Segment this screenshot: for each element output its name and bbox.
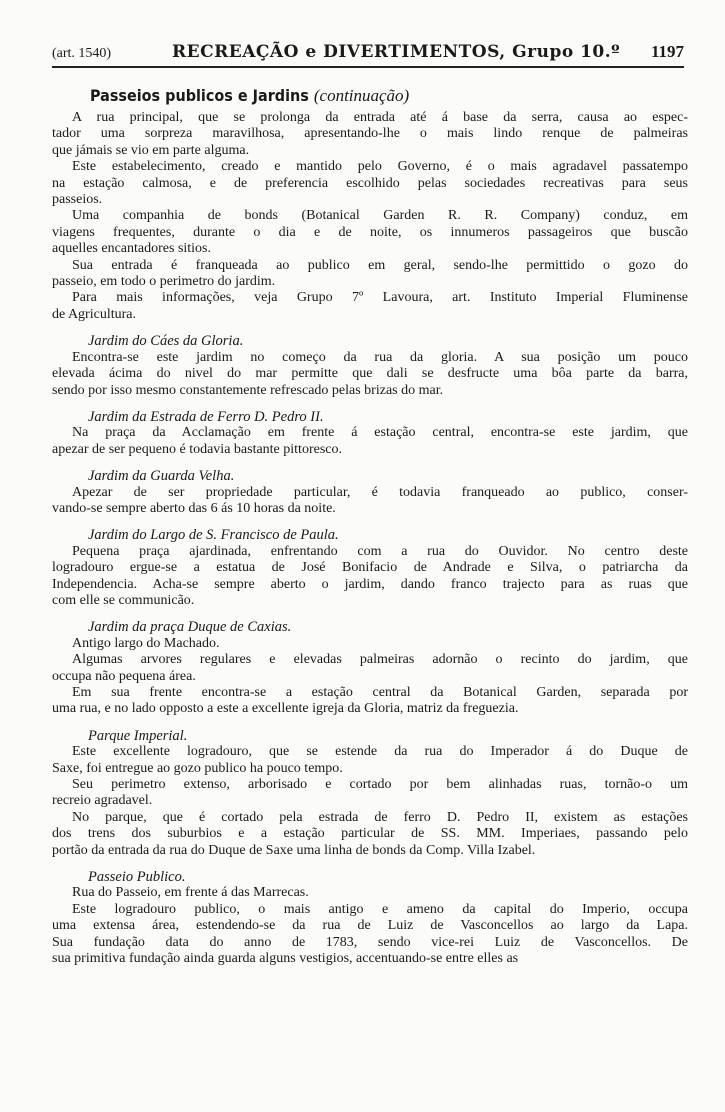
text-line: A rua principal, que se prolonga da entrada até á base da serra, causa ao espec- (72, 110, 688, 125)
entry-heading: Jardim da praça Duque de Caxias. (88, 619, 292, 636)
text-line: recreio agradavel. (52, 793, 153, 809)
text-line: tador uma sorpreza maravilhosa, apresentando-lhe o mais lindo renque de palmeiras (52, 126, 688, 142)
text-line: Encontra-se este jardim no começo da rua da gloria. A sua posição um pouco (72, 349, 688, 365)
paragraph (52, 744, 688, 777)
text-line: portão da entrada da rua do Duque de Saxe uma linha de bonds da Comp. Villa Izabel. (52, 842, 536, 858)
section-title (52, 88, 688, 108)
text-line: vando-se sempre aberto das 6 ás 10 horas da noite. (52, 500, 336, 516)
section-title-text: Passeios publicos e Jardins (90, 86, 309, 105)
paragraph (52, 544, 688, 610)
text-line: Apezar de ser propriedade particular, é todavia franqueado ao publico, conser- (72, 484, 688, 500)
entry (52, 619, 688, 717)
paragraph (52, 485, 688, 518)
entry-heading: Jardim da Guarda Velha. (88, 468, 235, 485)
text-line: uma extensa área, estendendo-se da rua de Luiz de Vasconcellos ao largo da Lapa. (52, 918, 688, 934)
entry (52, 468, 688, 517)
entry-heading: Parque Imperial. (88, 727, 188, 744)
entry-heading: Jardim da Estrada de Ferro D. Pedro II. (88, 408, 324, 425)
paragraph (52, 110, 688, 159)
text-line: Rua do Passeio, em frente á das Marrecas. (72, 885, 309, 901)
text-line: sua primitiva fundação ainda guarda alguns vestigios, accentuando-se entre elles as (52, 951, 519, 967)
text-line: Para mais informações, veja Grupo 7º Lavoura, art. Instituto Imperial Fluminense (72, 290, 688, 306)
text-line: na estação calmosa, e de preferencia escolhido pelas sociedades recreativas para seus (52, 175, 688, 191)
text-line: que jámais se vio em parte alguma. (52, 142, 250, 158)
paragraph (52, 885, 688, 901)
text-line: uma rua, e no lado opposto a este a excellente igreja da Gloria, matriz da freguezia. (52, 701, 519, 717)
text-line: Este logradouro publico, o mais antigo e ameno da capital do Imperio, occupa (72, 901, 688, 917)
text-line: Este estabelecimento, creado e mantido pelo Governo, é o mais agradavel passatempo (72, 159, 688, 175)
text-line: Este excellente logradouro, que se estende da rua do Imperador á do Duque de (72, 744, 688, 760)
entry-heading: Jardim do Cáes da Gloria. (88, 333, 244, 350)
entry-heading: Passeio Publico. (88, 869, 186, 886)
entries (52, 333, 688, 967)
text-line: com elle se communicão. (52, 592, 195, 608)
text-line: Pequena praça ajardinada, enfrentando com a rua do Ouvidor. No centro deste (72, 543, 688, 559)
paragraph (52, 652, 688, 685)
text-line: Antigo largo do Machado. (72, 635, 220, 651)
text-line: Na praça da Acclamação em frente á estação central, encontra-se este jardim, que (72, 425, 688, 441)
intro-paragraphs (52, 110, 688, 323)
text-line: Em sua frente encontra-se a estação central da Botanical Garden, separada por (72, 685, 688, 700)
paragraph (52, 636, 688, 652)
text-line: sendo por isso mesmo constantemente refrescado pelas brizas do mar. (52, 382, 444, 398)
running-title: RECREAÇÃO e DIVERTIMENTOS, Grupo 10.º (172, 42, 621, 62)
text-line: dos trens dos suburbios e a estação particular de SS. MM. Imperiaes, passando pelo (52, 826, 688, 842)
paragraph (52, 685, 688, 718)
entry (52, 333, 688, 399)
entry (52, 527, 688, 609)
page-number: 1197 (650, 42, 684, 61)
section-continuation: (continuação) (313, 86, 410, 105)
article-reference: (art. 1540) (52, 46, 112, 61)
text-line: Independencia. Acha-se sempre aberto o jardim, dando franco trajecto para as ruas que (52, 576, 688, 592)
text-line: elevada ácima do nivel do mar permitte que dali se desfructe uma bôa parte da barra, (52, 366, 688, 382)
text-line: apezar de ser pequeno é todavia bastante pittoresco. (52, 441, 342, 457)
text-line: Sua entrada é franqueada ao publico em geral, sendo-lhe permittido o gozo do (72, 257, 688, 273)
text-line: aquelles encantadores sitios. (52, 241, 212, 257)
text-line: de Agricultura. (52, 306, 136, 322)
body-text (52, 88, 688, 968)
text-line: Seu perimetro extenso, arborisado e cortado por bem alinhadas ruas, tornão-o um (72, 777, 688, 793)
text-line: occupa não pequena área. (52, 668, 196, 684)
paragraph (52, 290, 688, 323)
paragraph (52, 258, 688, 291)
text-line: Saxe, foi entregue ao gozo publico ha pouco tempo. (52, 760, 343, 776)
paragraph (52, 425, 688, 458)
entry-heading: Jardim do Largo de S. Francisco de Paula. (88, 527, 339, 544)
text-line: logradouro ergue-se a estatua de José Bonifacio de Andrade e Silva, o patriarcha da (52, 560, 688, 576)
paragraph (52, 159, 688, 208)
paragraph (52, 810, 688, 859)
paragraph (52, 902, 688, 968)
paragraph (52, 777, 688, 810)
text-line: passeios. (52, 192, 103, 208)
text-line: viagens frequentes, durante o dia e de noite, os innumeros passageiros que buscão (52, 224, 688, 240)
text-line: Uma companhia de bonds (Botanical Garden R. R. Company) conduz, em (72, 208, 688, 224)
entry (52, 869, 688, 967)
text-line: Algumas arvores regulares e elevadas palmeiras adornão o recinto do jardim, que (72, 652, 688, 668)
page-header (52, 40, 684, 68)
text-line: passeio, em todo o perimetro do jardim. (52, 274, 276, 290)
text-line: No parque, que é cortado pela estrada de ferro D. Pedro II, existem as estações (72, 809, 688, 825)
paragraph (52, 350, 688, 399)
paragraph (52, 208, 688, 257)
entry (52, 409, 688, 458)
text-line: Sua fundação data do anno de 1783, sendo vice-rei Luiz de Vasconcellos. De (52, 934, 688, 950)
entry (52, 728, 688, 859)
